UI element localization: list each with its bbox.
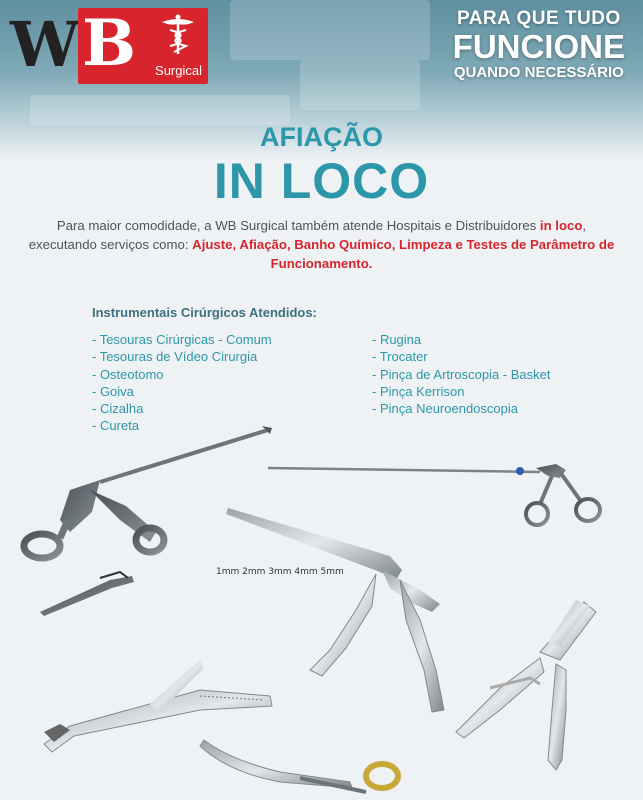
headline-afiacao: AFIAÇÃO xyxy=(260,122,383,152)
list-item: - Pinça de Artroscopia - Basket xyxy=(372,366,551,382)
list-item: - Goiva xyxy=(92,383,134,399)
intro-highlight-in-loco: in loco xyxy=(539,218,583,233)
list-item: - Pinça Kerrison xyxy=(372,383,465,399)
list-item: - Trocater xyxy=(372,349,428,365)
list-item: - Tesouras Cirúrgicas - Comum xyxy=(92,332,272,347)
caduceus-icon xyxy=(156,12,200,56)
logo-surgical-text: Surgical xyxy=(155,63,202,78)
logo-red-box xyxy=(78,8,208,84)
bone-cutter-icon xyxy=(456,600,596,770)
hero-bg-table xyxy=(30,95,290,125)
logo-letter-b: B xyxy=(82,6,137,81)
arthroscopy-forceps-icon xyxy=(268,464,600,525)
hero-bg-equipment xyxy=(230,0,430,60)
intro-highlight-services: Ajuste, Afiação, Banho Químico, Limpeza e Testes de Parâmetro de Funcionamento. xyxy=(192,237,615,271)
list-item: - Osteotomo xyxy=(92,366,164,382)
list-item: - Tesouras de Vídeo Cirurgia xyxy=(92,349,258,365)
logo-letter-w: W xyxy=(10,8,76,81)
list-item: - Rugina xyxy=(372,332,422,347)
intro-paragraph xyxy=(24,216,619,273)
list-item: - Pinça Neuroendoscopia xyxy=(372,401,518,417)
tagline-line-1: PARA QUE TUDO xyxy=(456,8,621,29)
tagline-line-3: QUANDO NECESSÁRIO xyxy=(453,64,624,81)
tagline-line-2: FUNCIONE xyxy=(452,28,625,65)
surgical-tools-illustration xyxy=(0,420,643,800)
tools-size-caption: 1mm 2mm 3mm 4mm 5mm xyxy=(216,567,344,577)
list-item: - Cureta xyxy=(92,418,139,434)
intro-text-1: Para maior comodidade, a WB Surgical também atende Hospitais e Distribuidores xyxy=(56,218,540,233)
bone-holding-forceps-icon xyxy=(44,660,272,752)
rongeur-forceps-icon xyxy=(24,426,272,558)
wb-surgical-logo xyxy=(10,6,200,82)
kerrison-rongeur-icon xyxy=(226,508,444,712)
list-item: - Cizalha xyxy=(92,401,144,417)
hero-bg-monitor xyxy=(300,60,420,110)
gold-handle-scissors-icon xyxy=(200,740,398,792)
instruments-list-right xyxy=(372,331,550,417)
small-forceps-icon xyxy=(40,572,134,616)
instruments-title: Instrumentais Cirúrgicos Atendidos: xyxy=(92,305,317,320)
intro-text-2: , executando serviços como: xyxy=(28,218,587,252)
tagline xyxy=(453,8,625,81)
headline-in-loco: IN LOCO xyxy=(213,153,430,209)
